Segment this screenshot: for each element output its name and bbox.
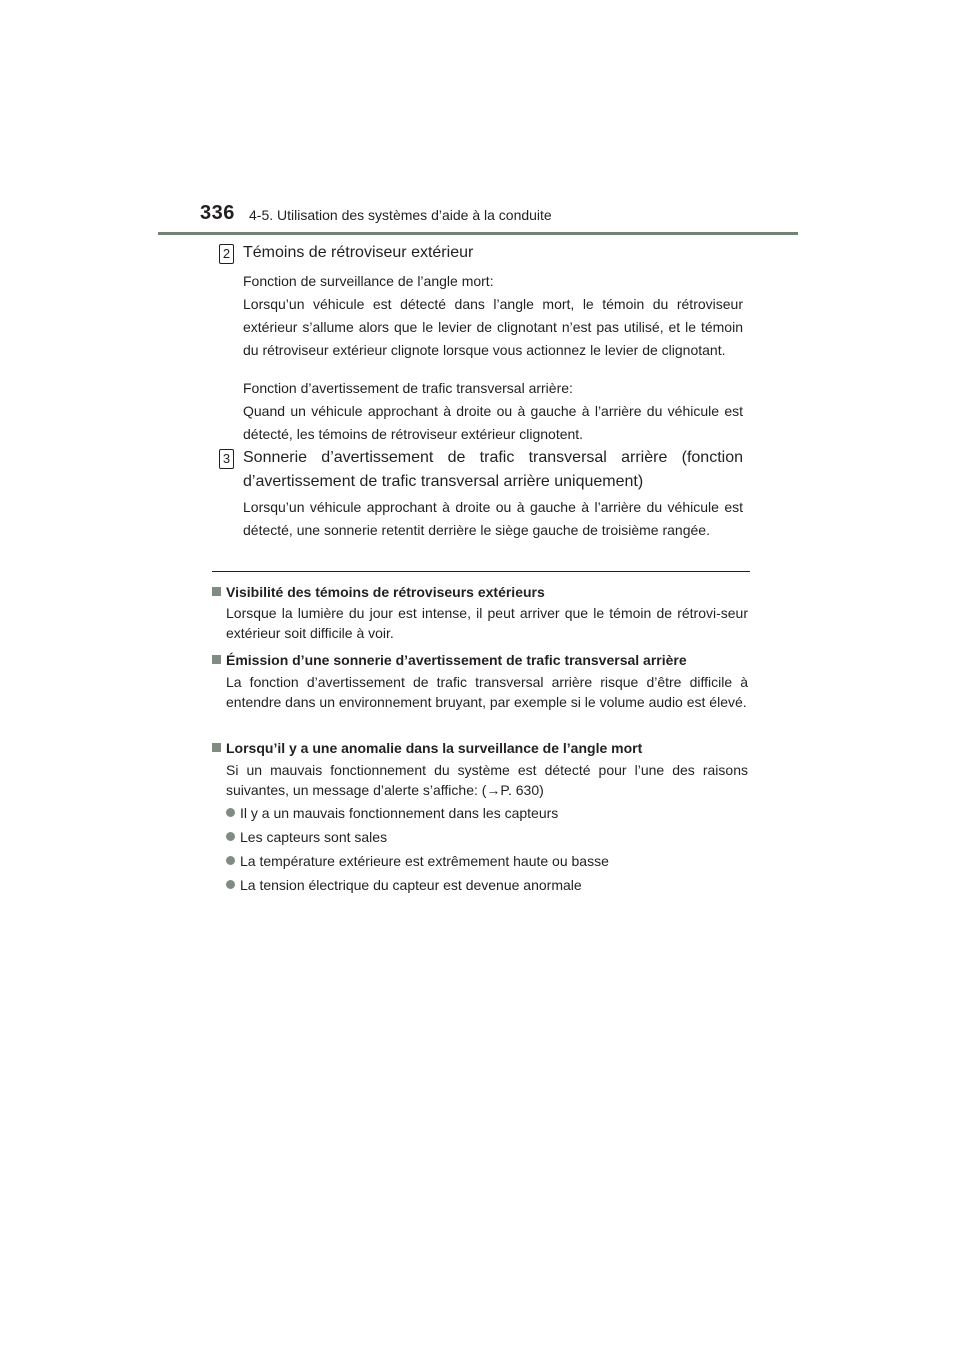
list-item: La température extérieure est extrêmement haute ou basse [226, 851, 748, 871]
item-paragraph: Fonction de surveillance de l’angle mort: Lorsqu’un véhicule est détecté dans l’angle mort, le témoin du rétroviseur extérieur s’allume alors que le levier de clignotant n’est pas utilisé, et le témoin du rétroviseur extérieur clignote lorsque vous actionnez le levier de clignotant. [243, 273, 743, 358]
item-title: Sonnerie d’avertissement de trafic transversal arrière (fonction d’avertissement de trafic transversal arrière uniquement) [243, 449, 743, 490]
note-text: La fonction d’avertissement de trafic transversal arrière risque d’être difficile à entendre dans un environnement bruyant, par exemple si le volume audio est élevé. [226, 674, 748, 710]
item-number-badge: 3 [219, 449, 234, 469]
header-rule [158, 232, 798, 235]
circle-bullet-icon [226, 856, 235, 865]
item-paragraph: Fonction d’avertissement de trafic transversal arrière: Quand un véhicule approchant à droite ou à gauche à l’arrière du véhicule est détecté, les témoins de rétroviseur extérieur clignotent. [243, 380, 743, 442]
note-text: Lorsque la lumière du jour est intense, il peut arriver que le témoin de rétrovi-seur extérieur soit difficile à voir. [226, 605, 748, 641]
chapter-title: 4-5. Utilisation des systèmes d’aide à la conduite [249, 207, 552, 223]
page-number: 336 [200, 202, 235, 224]
list-item: Il y a un mauvais fonctionnement dans les capteurs [226, 803, 748, 823]
item-number-badge: 2 [219, 244, 234, 264]
note-title: Émission d’une sonnerie d’avertissement de trafic transversal arrière [212, 650, 752, 670]
circle-bullet-icon [226, 832, 235, 841]
square-bullet-icon [212, 655, 221, 664]
section-divider [212, 571, 750, 572]
list-item: La tension électrique du capteur est devenue anormale [226, 875, 748, 895]
square-bullet-icon [212, 743, 221, 752]
list-item: Les capteurs sont sales [226, 827, 748, 847]
circle-bullet-icon [226, 808, 235, 817]
item-title: Témoins de rétroviseur extérieur [243, 244, 474, 261]
note-title: Visibilité des témoins de rétroviseurs extérieurs [212, 582, 752, 602]
note-title: Lorsqu’il y a une anomalie dans la surveillance de l’angle mort [212, 738, 752, 758]
square-bullet-icon [212, 587, 221, 596]
note-text: Si un mauvais fonctionnement du système est détecté pour l’une des raisons suivantes, un message d’alerte s’affiche: (→P. 630) [226, 762, 748, 798]
circle-bullet-icon [226, 880, 235, 889]
item-paragraph: Lorsqu’un véhicule approchant à droite ou à gauche à l’arrière du véhicule est détecté, une sonnerie retentit derrière le siège gauche de troisième rangée. [243, 499, 743, 538]
